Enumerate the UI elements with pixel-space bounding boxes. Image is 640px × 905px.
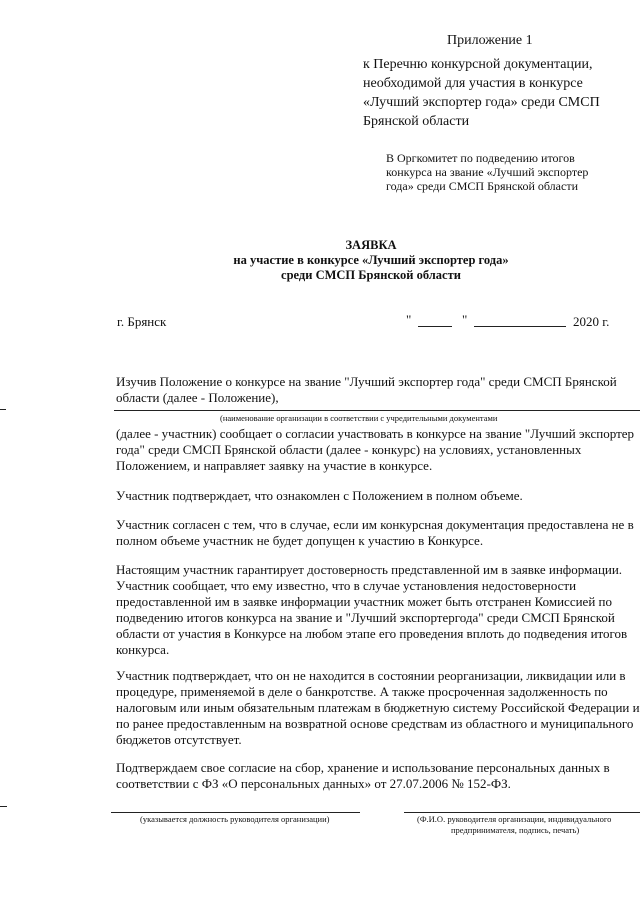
addressee-block [386,151,588,193]
appendix-line: «Лучший экспортер года» среди СМСП [363,95,600,110]
intro-line: области (далее - Положение), [116,390,279,405]
appendix-title: Приложение 1 [447,33,533,48]
para4-line: области от участия в Конкурсе на любом этапе его проведения вплоть до подведения итогов [116,626,628,641]
date-day-blank [418,326,452,327]
appendix-line: Брянской области [363,114,470,129]
para3-line: полном объеме участник не будет допущен к участию в Конкурсе. [116,533,484,548]
para5-line: процедуре, применяемой в деле о банкротстве. А также просроченная задолженность по [116,684,608,699]
appendix-lines [363,55,600,131]
place: г. Брянск [117,314,167,329]
para1-line: Положением, и направляет заявку на участие в конкурсе. [116,458,433,473]
scan-mark [0,806,7,807]
para1-line: (далее - участник) сообщает о согласии участвовать в конкурсе на звание "Лучший экспортер [116,426,635,441]
appendix-line: к Перечню конкурсной документации, [363,57,593,72]
appendix-line: необходимой для участия в конкурсе [363,76,583,91]
addressee-line: конкурса на звание «Лучший экспортер [386,165,589,179]
heading-line: среди СМСП Брянской области [281,268,461,282]
org-name-blank [114,410,640,411]
addressee-line: года» среди СМСП Брянской области [386,179,578,193]
para4-line: Участник сообщает, что ему известно, что в случае установления недостоверности [116,578,577,593]
para5-line: бюджетов отсутствует. [116,732,242,747]
date-month-blank [474,326,566,327]
para5-line: налоговым или иным обязательным платежам в бюджетную систему Российской Федерации и [116,700,640,715]
name-signature-line [404,812,640,813]
heading-line: на участие в конкурсе «Лучший экспортер года» [233,253,509,267]
date-year: 2020 г. [573,314,610,329]
name-caption: предпринимателя, подпись, печать) [451,825,580,835]
para4-line: конкурса. [116,642,170,657]
para2: Участник подтверждает, что ознакомлен с Положением в полном объеме. [116,488,523,503]
para4-line: предоставленной им в заявке информации участник может быть отстранен Комиссией по [116,594,612,609]
para6-line: Подтверждаем свое согласие на сбор, хранение и использование персональных данных в [116,760,610,775]
intro-line: Изучив Положение о конкурсе на звание "Лучший экспортер года" среди СМСП Брянской [116,374,617,389]
name-caption: (Ф.И.О. руководителя организации, индивидуального [417,814,612,824]
addressee-line: В Оргкомитет по подведению итогов [386,151,575,165]
scan-mark [0,409,6,410]
position-caption: (указывается должность руководителя организации) [140,814,330,824]
date-quote-close: " [462,312,468,327]
heading [0,238,640,283]
heading-title: ЗАЯВКА [345,238,397,252]
para4-line: Настоящим участник гарантирует достоверность представленной им в заявке информации. [116,562,623,577]
para1-line: года" среди СМСП Брянской области (далее - конкурс) на условиях, установленных [116,442,582,457]
para5-line: по ранее предоставленным на возвратной основе средствам из областного и муниципального [116,716,634,731]
org-name-caption: (наименование организации в соответствии с учредительными документами [220,413,498,423]
para6-line: соответствии с ФЗ «О персональных данных» от 27.07.2006 № 152-ФЗ. [116,776,511,791]
para4-line: подведению итогов конкурса на звание и "Лучший экспортергода" среди СМСП Брянской [116,610,615,625]
para5-line: Участник подтверждает, что он не находится в состоянии реорганизации, ликвидации или в [116,668,626,683]
date-quote-open: " [406,312,412,327]
para3-line: Участник согласен с тем, что в случае, если им конкурсная документация предоставлена не в [116,517,634,532]
position-signature-line [111,812,360,813]
